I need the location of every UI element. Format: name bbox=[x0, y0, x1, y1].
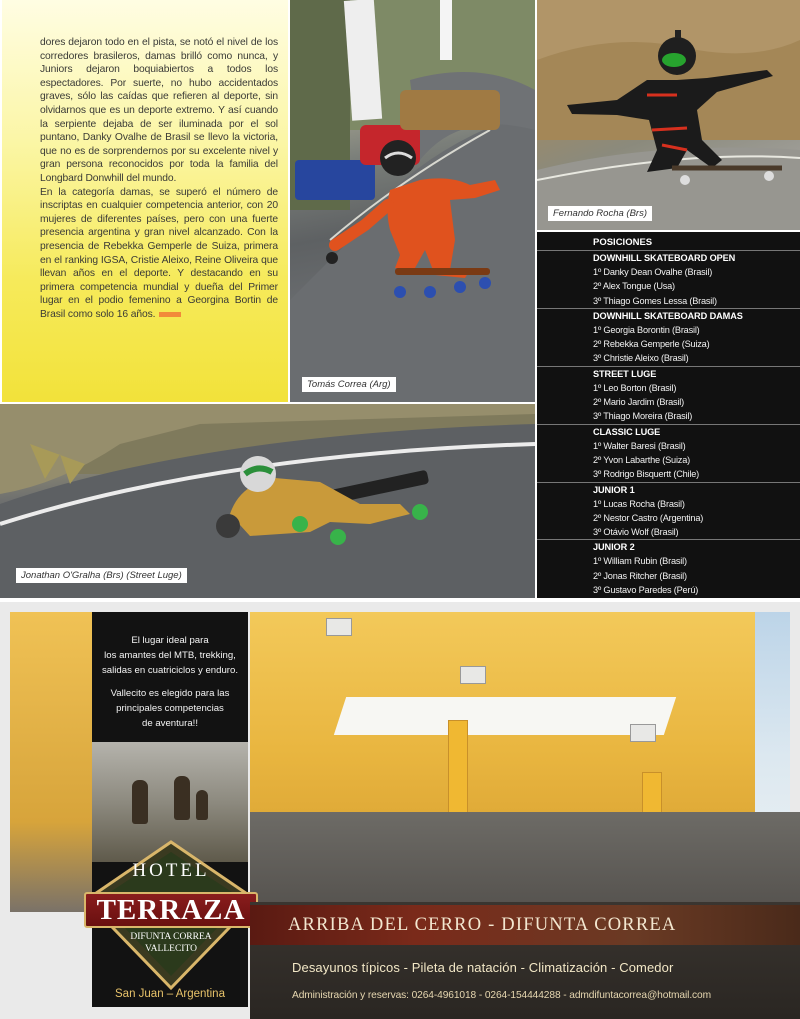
photo-fernando-rocha bbox=[537, 0, 800, 230]
standings-panel bbox=[537, 232, 800, 598]
air-conditioner bbox=[630, 724, 656, 742]
photo-tomas-correa bbox=[290, 0, 535, 402]
article-paragraph-1: dores dejaron todo en el pista, se notó el nivel de los corredores brasileros, damas brilló como nunca, y Juniors dejaron boquiabiertos a todos los espectadores. Por suerte, no hubo accidentados graves, sólo las caídas que refieren al deporte, sin olvidarnos que es un deporte extremo. Y así cuando la serpiente dejaba de ser iluminada por el sol puntano, Danky Ovalhe de Brasil se llevo la victoria, que no es de sorprendernos por su excelente nivel y gran persona reconocidos por toda la familia del Longbard Donwhill del mundo. bbox=[40, 37, 278, 184]
result-row: 2º Rebekka Gemperle (Suiza) bbox=[593, 339, 710, 350]
result-row: 2º Mario Jardim (Brasil) bbox=[593, 397, 684, 408]
ad-panel-line: El lugar ideal para bbox=[131, 635, 209, 646]
result-row: 3º Gustavo Paredes (Perú) bbox=[593, 585, 699, 596]
result-row: 1º Georgia Borontin (Brasil) bbox=[593, 324, 700, 335]
hotel-terraza-logo bbox=[80, 838, 262, 998]
result-row: 1º Danky Dean Ovalhe (Brasil) bbox=[593, 267, 713, 277]
result-row: 2º Yvon Labarthe (Suiza) bbox=[593, 454, 690, 465]
logo-subtitle-1: DIFUNTA CORREA bbox=[130, 932, 212, 942]
result-row: 1º William Rubin (Brasil) bbox=[593, 556, 687, 567]
ad-panel-line: de aventura!! bbox=[141, 718, 198, 729]
result-row: 3º Otávio Wolf (Brasil) bbox=[593, 527, 679, 538]
hotel-advertisement bbox=[0, 602, 800, 1019]
trekker-figure bbox=[132, 780, 148, 824]
ad-headline: ARRIBA DEL CERRO - DIFUNTA CORREA bbox=[288, 915, 677, 935]
result-row: 2º Nestor Castro (Argentina) bbox=[593, 512, 704, 523]
category-title: JUNIOR 1 bbox=[593, 484, 635, 495]
trekker-figure bbox=[196, 790, 208, 820]
category-street-luge bbox=[537, 366, 800, 424]
ad-headline-bar bbox=[250, 905, 800, 945]
result-row: 2º Alex Tongue (Usa) bbox=[593, 281, 675, 292]
logo-subtitle-2: VALLECITO bbox=[145, 944, 197, 954]
result-row: 1º Lucas Rocha (Brasil) bbox=[593, 498, 685, 509]
result-row: 3º Thiago Gomes Lessa (Brasil) bbox=[593, 295, 717, 306]
result-row: 1º Walter Baresi (Brasil) bbox=[593, 440, 686, 451]
category-title: JUNIOR 2 bbox=[593, 542, 635, 553]
category-classic-luge bbox=[537, 424, 800, 482]
caption-tomas: Tomás Correa (Arg) bbox=[302, 377, 396, 392]
caption-fernando: Fernando Rocha (Brs) bbox=[548, 206, 652, 221]
ad-panel-line: Vallecito es elegido para las bbox=[110, 688, 230, 699]
article-paragraph-2-text: En la categoría damas, se superó el número de inscriptas en cualquier competencia anterior, con 20 mujeres de diferentes países, pero con una fuerte presencia argentina y gran nivel alcanzado. Con la presencia de Rebekka Gemperle de Suiza, primera en el ranking IGSA, Cristie Aleixo, Reine Oliveira que llevan años en el deporte. Y destacando en su primera competencia mundial y dueña del Primer lugar en el podio femenino a Georgina Bortin de Brasil como solo 16 años. bbox=[40, 186, 278, 320]
standings-title: POSICIONES bbox=[593, 237, 653, 248]
result-row: 2º Jonas Ritcher (Brasil) bbox=[593, 570, 687, 581]
photo-tomas-illustration bbox=[290, 0, 535, 402]
category-title: DOWNHILL SKATEBOARD OPEN bbox=[593, 253, 736, 263]
stone-wall bbox=[250, 812, 800, 907]
ad-contact: Administración y reservas: 0264-4961018 - 0264-154444288 - admdifuntacorrea@hotmail.com bbox=[292, 990, 712, 1001]
ad-services: Desayunos típicos - Pileta de natación - Climatización - Comedor bbox=[292, 960, 674, 975]
logo-hotel-word: HOTEL bbox=[132, 860, 210, 881]
ad-panel-line: los amantes del MTB, trekking, bbox=[104, 650, 236, 661]
result-row: 1º Leo Borton (Brasil) bbox=[593, 382, 677, 393]
photo-fernando-illustration bbox=[537, 0, 800, 230]
ad-panel-line: principales competencias bbox=[116, 703, 224, 714]
category-junior-1 bbox=[537, 482, 800, 540]
orange-marker bbox=[159, 312, 181, 317]
category-title: CLASSIC LUGE bbox=[593, 426, 661, 437]
result-row: 3º Christie Aleixo (Brasil) bbox=[593, 353, 689, 364]
air-conditioner bbox=[326, 618, 352, 636]
hotel-canopy bbox=[334, 697, 676, 735]
category-downhill-open bbox=[537, 250, 800, 308]
logo-terraza-word: TERRAZA bbox=[96, 894, 246, 926]
air-conditioner bbox=[460, 666, 486, 684]
caption-jonathan: Jonathan O'Gralha (Brs) (Street Luge) bbox=[16, 568, 187, 583]
trekker-figure bbox=[174, 776, 190, 820]
category-downhill-damas bbox=[537, 308, 800, 366]
result-row: 3º Rodrigo Bisquertt (Chile) bbox=[593, 469, 700, 480]
hotel-location: San Juan – Argentina bbox=[115, 988, 225, 1000]
category-title: DOWNHILL SKATEBOARD DAMAS bbox=[593, 310, 743, 321]
article-paragraph-2 bbox=[40, 186, 278, 322]
result-row: 3º Thiago Moreira (Brasil) bbox=[593, 411, 693, 422]
ad-panel-line: salidas en cuatriciclos y enduro. bbox=[102, 665, 238, 676]
category-junior-2 bbox=[537, 539, 800, 597]
category-title: STREET LUGE bbox=[593, 368, 657, 379]
ad-panel-text bbox=[92, 612, 248, 731]
article-text-column bbox=[2, 0, 288, 402]
